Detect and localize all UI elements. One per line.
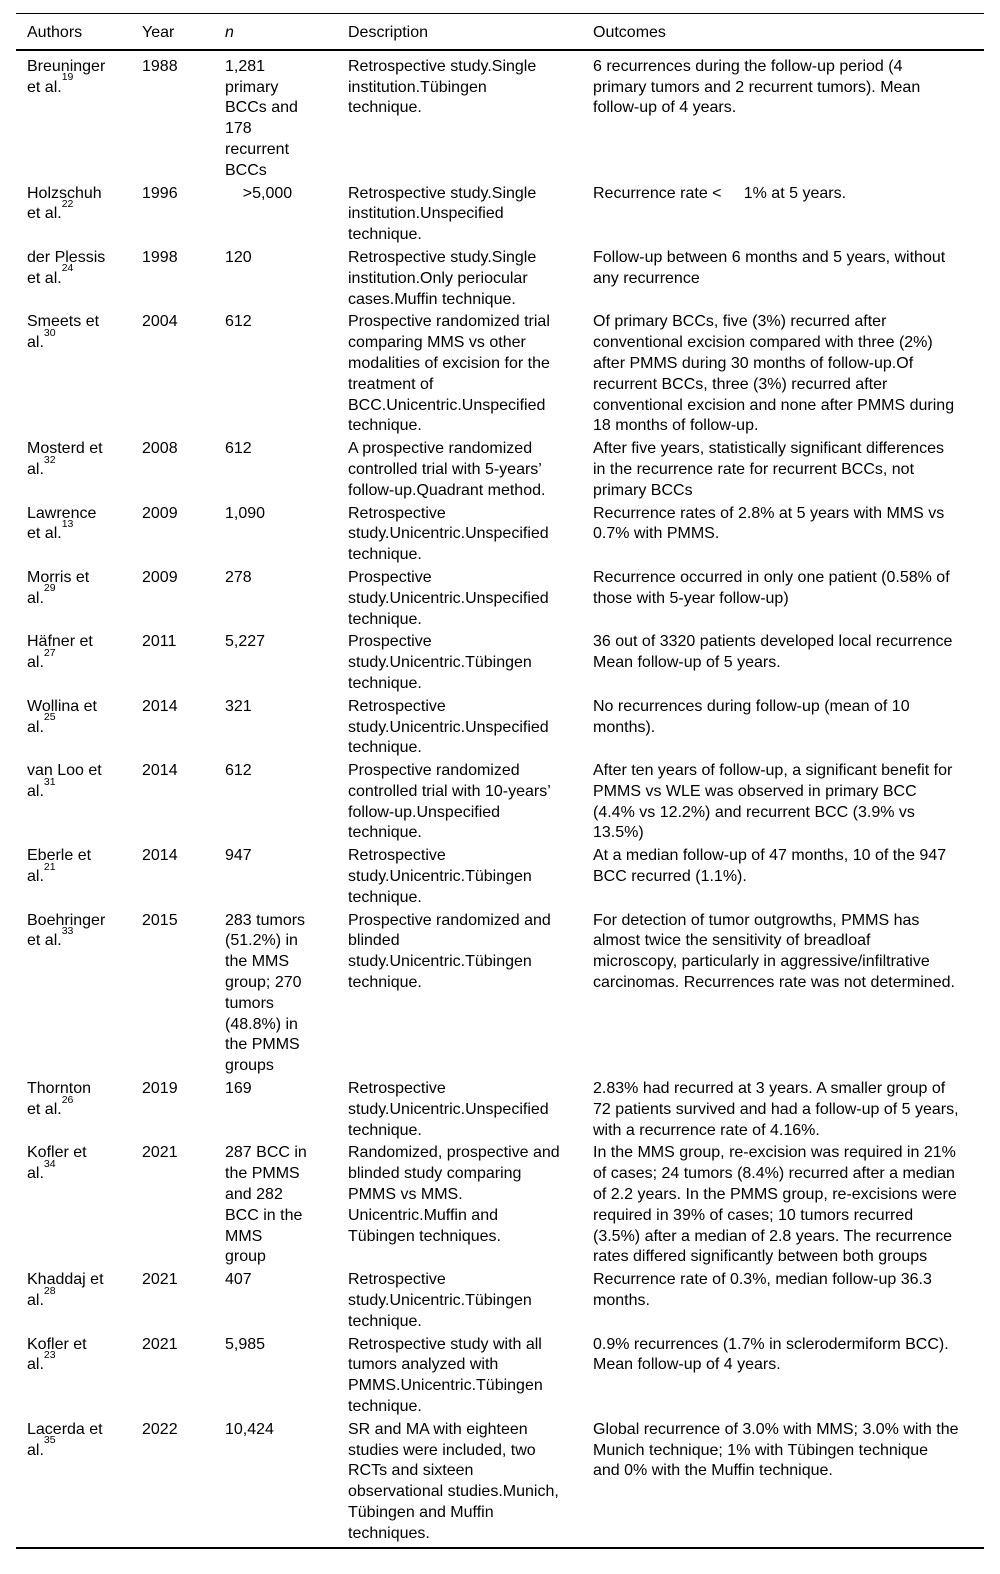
- cell-n: 169: [225, 1080, 252, 1098]
- cell-n: 283 tumors (51.2%) in the MMS group; 270 tumors (48.8%) in the PMMS groups: [225, 911, 306, 1075]
- reference-superscript: 26: [61, 1093, 74, 1106]
- cell-description: Retrospective study.Single institution.Only periocular cases.Muffin technique.: [348, 248, 537, 308]
- table-row: [16, 846, 984, 910]
- cell-year: 2004: [142, 313, 178, 331]
- reference-superscript: 32: [43, 453, 56, 466]
- cell-description: Prospective randomized and blinded study.Unicentric.Tübingen technique.: [348, 911, 551, 992]
- cell-authors: [16, 50, 131, 184]
- cell-year: 2014: [142, 697, 178, 715]
- cell-n: 612: [225, 440, 252, 458]
- cell-n: 947: [225, 847, 252, 865]
- cell-n: 1,090: [225, 504, 266, 522]
- reference-superscript: 25: [43, 711, 56, 724]
- cell-outcomes: Of primary BCCs, five (3%) recurred after conventional excision compared with three (2%) after PMMS during 30 months of follow-up.Of recurrent BCCs, three (3%) recurred after conventional excision and none after PMMS during 18 months of follow-up.: [593, 313, 955, 435]
- author-name: Morris et al.: [27, 568, 90, 607]
- cell-outcomes: At a median follow-up of 47 months, 10 of the 947 BCC recurred (1.1%).: [593, 847, 947, 886]
- table-row: [16, 1270, 984, 1334]
- author-name: Kofler et al.: [27, 1335, 87, 1374]
- cell-year: 2008: [142, 440, 178, 458]
- cell-outcomes: In the MMS group, re-excision was required in 21% of cases; 24 tumors (8.4%) recurred after a median of 2.2 years. In the PMMS group, re-excisions were required in 39% of cases; 10 tumors recurred (3.5%) after a median of 2.8 years. The recurrence rates differed significantly between both groups: [593, 1144, 957, 1266]
- reference-superscript: 23: [43, 1349, 56, 1362]
- author-name: Eberle et al.: [27, 847, 92, 886]
- reference-superscript: 33: [61, 925, 74, 938]
- author-name: Lacerda et al.: [27, 1420, 103, 1459]
- reference-superscript: 19: [61, 71, 74, 84]
- table-row: [16, 697, 984, 761]
- studies-table: [16, 13, 984, 1549]
- cell-description: SR and MA with eighteen studies were included, two RCTs and sixteen observational studies.Munich, Tübingen and Muffin techniques.: [348, 1420, 559, 1542]
- reference-superscript: 13: [61, 518, 74, 530]
- author-name: van Loo et al.: [27, 762, 102, 800]
- cell-outcomes: 36 out of 3320 patients developed local recurrence Mean follow-up of 5 years.: [593, 633, 953, 672]
- author-name: Lawrence et al.: [27, 504, 97, 543]
- cell-year: 2021: [142, 1271, 178, 1289]
- reference-superscript: 34: [43, 1157, 56, 1170]
- author-name: Häfner et al.: [27, 633, 93, 672]
- cell-authors: [16, 312, 131, 439]
- cell-year: 2022: [142, 1420, 178, 1438]
- cell-description: Prospective study.Unicentric.Unspecified technique.: [348, 568, 549, 628]
- cell-description: Retrospective study.Single institution.Unspecified technique.: [348, 184, 537, 244]
- cell-outcomes: Recurrence rate < 1% at 5 years.: [593, 184, 847, 202]
- cell-authors: [16, 1335, 131, 1420]
- table-body: [16, 50, 984, 1548]
- cell-description: A prospective randomized controlled trial with 5-years’ follow-up.Quadrant method.: [348, 440, 546, 499]
- cell-year: 1996: [142, 184, 178, 202]
- reference-superscript: 27: [43, 646, 56, 659]
- table-row: [16, 439, 984, 503]
- reference-superscript: 31: [43, 775, 56, 788]
- cell-authors: [16, 439, 131, 503]
- cell-authors: [16, 248, 131, 312]
- cell-year: 2014: [142, 762, 178, 780]
- cell-authors: [16, 1420, 131, 1548]
- reference-superscript: 22: [61, 198, 74, 211]
- cell-year: 1998: [142, 248, 178, 266]
- author-name: der Plessis et al.: [27, 248, 106, 287]
- table-row: [16, 761, 984, 846]
- cell-authors: [16, 846, 131, 910]
- reference-superscript: 35: [43, 1434, 56, 1447]
- author-name: Smeets et al.: [27, 313, 100, 352]
- cell-n: 1,281 primary BCCs and 178 recurrent BCCs: [225, 57, 298, 179]
- cell-outcomes: After ten years of follow-up, a significant benefit for PMMS vs WLE was observed in primary BCC (4.4% vs 12.2%) and recurrent BCC (3.9% vs 13.5%): [593, 762, 953, 842]
- cell-n: 5,227: [225, 633, 266, 651]
- cell-n: 5,985: [225, 1335, 266, 1353]
- cell-description: Retrospective study.Unicentric.Unspecified technique.: [348, 697, 549, 757]
- cell-outcomes: Follow-up between 6 months and 5 years, without any recurrence: [593, 248, 946, 287]
- table-row: [16, 911, 984, 1079]
- author-name: Thornton et al.: [27, 1080, 92, 1118]
- cell-n: 321: [225, 697, 252, 715]
- cell-authors: [16, 761, 131, 846]
- reference-superscript: 30: [43, 326, 56, 339]
- author-name: Kofler et al.: [27, 1144, 87, 1183]
- cell-outcomes: Recurrence rate of 0.3%, median follow-up 36.3 months.: [593, 1271, 932, 1310]
- author-name: Breuninger et al.: [27, 57, 106, 96]
- author-name: Holzschuh et al.: [27, 184, 102, 223]
- cell-outcomes: 0.9% recurrences (1.7% in sclerodermiform BCC). Mean follow-up of 4 years.: [593, 1335, 949, 1374]
- cell-n: 612: [225, 313, 252, 331]
- cell-authors: [16, 1270, 131, 1334]
- cell-year: 2015: [142, 911, 178, 929]
- cell-n: 612: [225, 762, 252, 780]
- cell-description: Retrospective study.Single institution.Tübingen technique.: [348, 57, 537, 117]
- cell-outcomes: No recurrences during follow-up (mean of 10 months).: [593, 697, 910, 736]
- cell-authors: [16, 911, 131, 1079]
- cell-n: 407: [225, 1271, 252, 1289]
- cell-description: Retrospective study.Unicentric.Unspecified technique.: [348, 504, 549, 564]
- cell-description: Retrospective study.Unicentric.Unspecified technique.: [348, 1080, 549, 1139]
- column-header-n: n: [214, 14, 337, 50]
- table-row: [16, 1079, 984, 1143]
- cell-description: Randomized, prospective and blinded study comparing PMMS vs MMS. Unicentric.Muffin and Tübingen techniques.: [348, 1144, 560, 1245]
- cell-n: >5,000: [225, 184, 293, 202]
- cell-authors: [16, 1079, 131, 1143]
- cell-authors: [16, 184, 131, 248]
- column-header-description: Description: [337, 14, 582, 50]
- cell-year: 2019: [142, 1080, 178, 1098]
- table-row: [16, 632, 984, 696]
- cell-outcomes: Recurrence occurred in only one patient (0.58% of those with 5-year follow-up): [593, 568, 950, 607]
- column-header-outcomes: Outcomes: [582, 14, 984, 50]
- column-header-authors: Authors: [16, 14, 131, 50]
- cell-year: 1988: [142, 57, 178, 75]
- table-row: [16, 1420, 984, 1548]
- author-name: Mosterd et al.: [27, 440, 103, 478]
- reference-superscript: 24: [61, 262, 74, 275]
- cell-outcomes: Recurrence rates of 2.8% at 5 years with MMS vs 0.7% with PMMS.: [593, 504, 945, 543]
- column-header-year: Year: [131, 14, 214, 50]
- cell-outcomes: Global recurrence of 3.0% with MMS; 3.0% with the Munich technique; 1% with Tübingen technique and 0% with the Muffin technique.: [593, 1420, 959, 1480]
- table-row: [16, 504, 984, 568]
- table-row: [16, 184, 984, 248]
- table-header-row: [16, 14, 984, 50]
- cell-description: Prospective study.Unicentric.Tübingen technique.: [348, 633, 532, 692]
- cell-authors: [16, 697, 131, 761]
- cell-n: 287 BCC in the PMMS and 282 BCC in the MMS group: [225, 1144, 307, 1266]
- reference-superscript: 21: [43, 860, 56, 873]
- table-row: [16, 50, 984, 184]
- table-row: [16, 1335, 984, 1420]
- cell-authors: [16, 1143, 131, 1270]
- cell-n: 10,424: [225, 1420, 274, 1438]
- cell-description: Prospective randomized trial comparing MMS vs other modalities of excision for the treatment of BCC.Unicentric.Unspecified technique.: [348, 313, 550, 435]
- reference-superscript: 28: [43, 1284, 56, 1297]
- cell-n: 278: [225, 568, 252, 586]
- cell-description: Retrospective study.Unicentric.Tübingen technique.: [348, 1271, 532, 1330]
- cell-year: 2011: [142, 633, 177, 651]
- cell-outcomes: 6 recurrences during the follow-up period (4 primary tumors and 2 recurrent tumors). Mean follow-up of 4 years.: [593, 57, 921, 117]
- cell-outcomes: For detection of tumor outgrowths, PMMS has almost twice the sensitivity of breadloaf microscopy, particularly in aggressive/infiltrative carcinomas. Recurrences rate was not determined.: [593, 911, 955, 992]
- table-row: [16, 312, 984, 439]
- cell-year: 2021: [142, 1144, 178, 1162]
- cell-year: 2014: [142, 847, 178, 865]
- author-name: Khaddaj et al.: [27, 1271, 104, 1310]
- reference-superscript: 29: [43, 582, 56, 595]
- author-name: Boehringer et al.: [27, 911, 106, 950]
- cell-outcomes: 2.83% had recurred at 3 years. A smaller group of 72 patients survived and had a follow-up of 5 years, with a recurrence rate of 4.16%.: [593, 1080, 959, 1139]
- cell-n: 120: [225, 248, 252, 266]
- cell-year: 2009: [142, 504, 178, 522]
- table-row: [16, 568, 984, 632]
- cell-outcomes: After five years, statistically significant differences in the recurrence rate for recurrent BCCs, not primary BCCs: [593, 440, 944, 499]
- cell-authors: [16, 632, 131, 696]
- cell-year: 2009: [142, 568, 178, 586]
- cell-description: Prospective randomized controlled trial with 10-years’ follow-up.Unspecified technique.: [348, 762, 551, 842]
- author-name: Wollina et al.: [27, 697, 97, 736]
- cell-description: Retrospective study with all tumors analyzed with PMMS.Unicentric.Tübingen technique.: [348, 1335, 543, 1415]
- table-row: [16, 1143, 984, 1270]
- cell-authors: [16, 568, 131, 632]
- cell-description: Retrospective study.Unicentric.Tübingen technique.: [348, 847, 532, 906]
- table-row: [16, 248, 984, 312]
- cell-authors: [16, 504, 131, 568]
- cell-year: 2021: [142, 1335, 178, 1353]
